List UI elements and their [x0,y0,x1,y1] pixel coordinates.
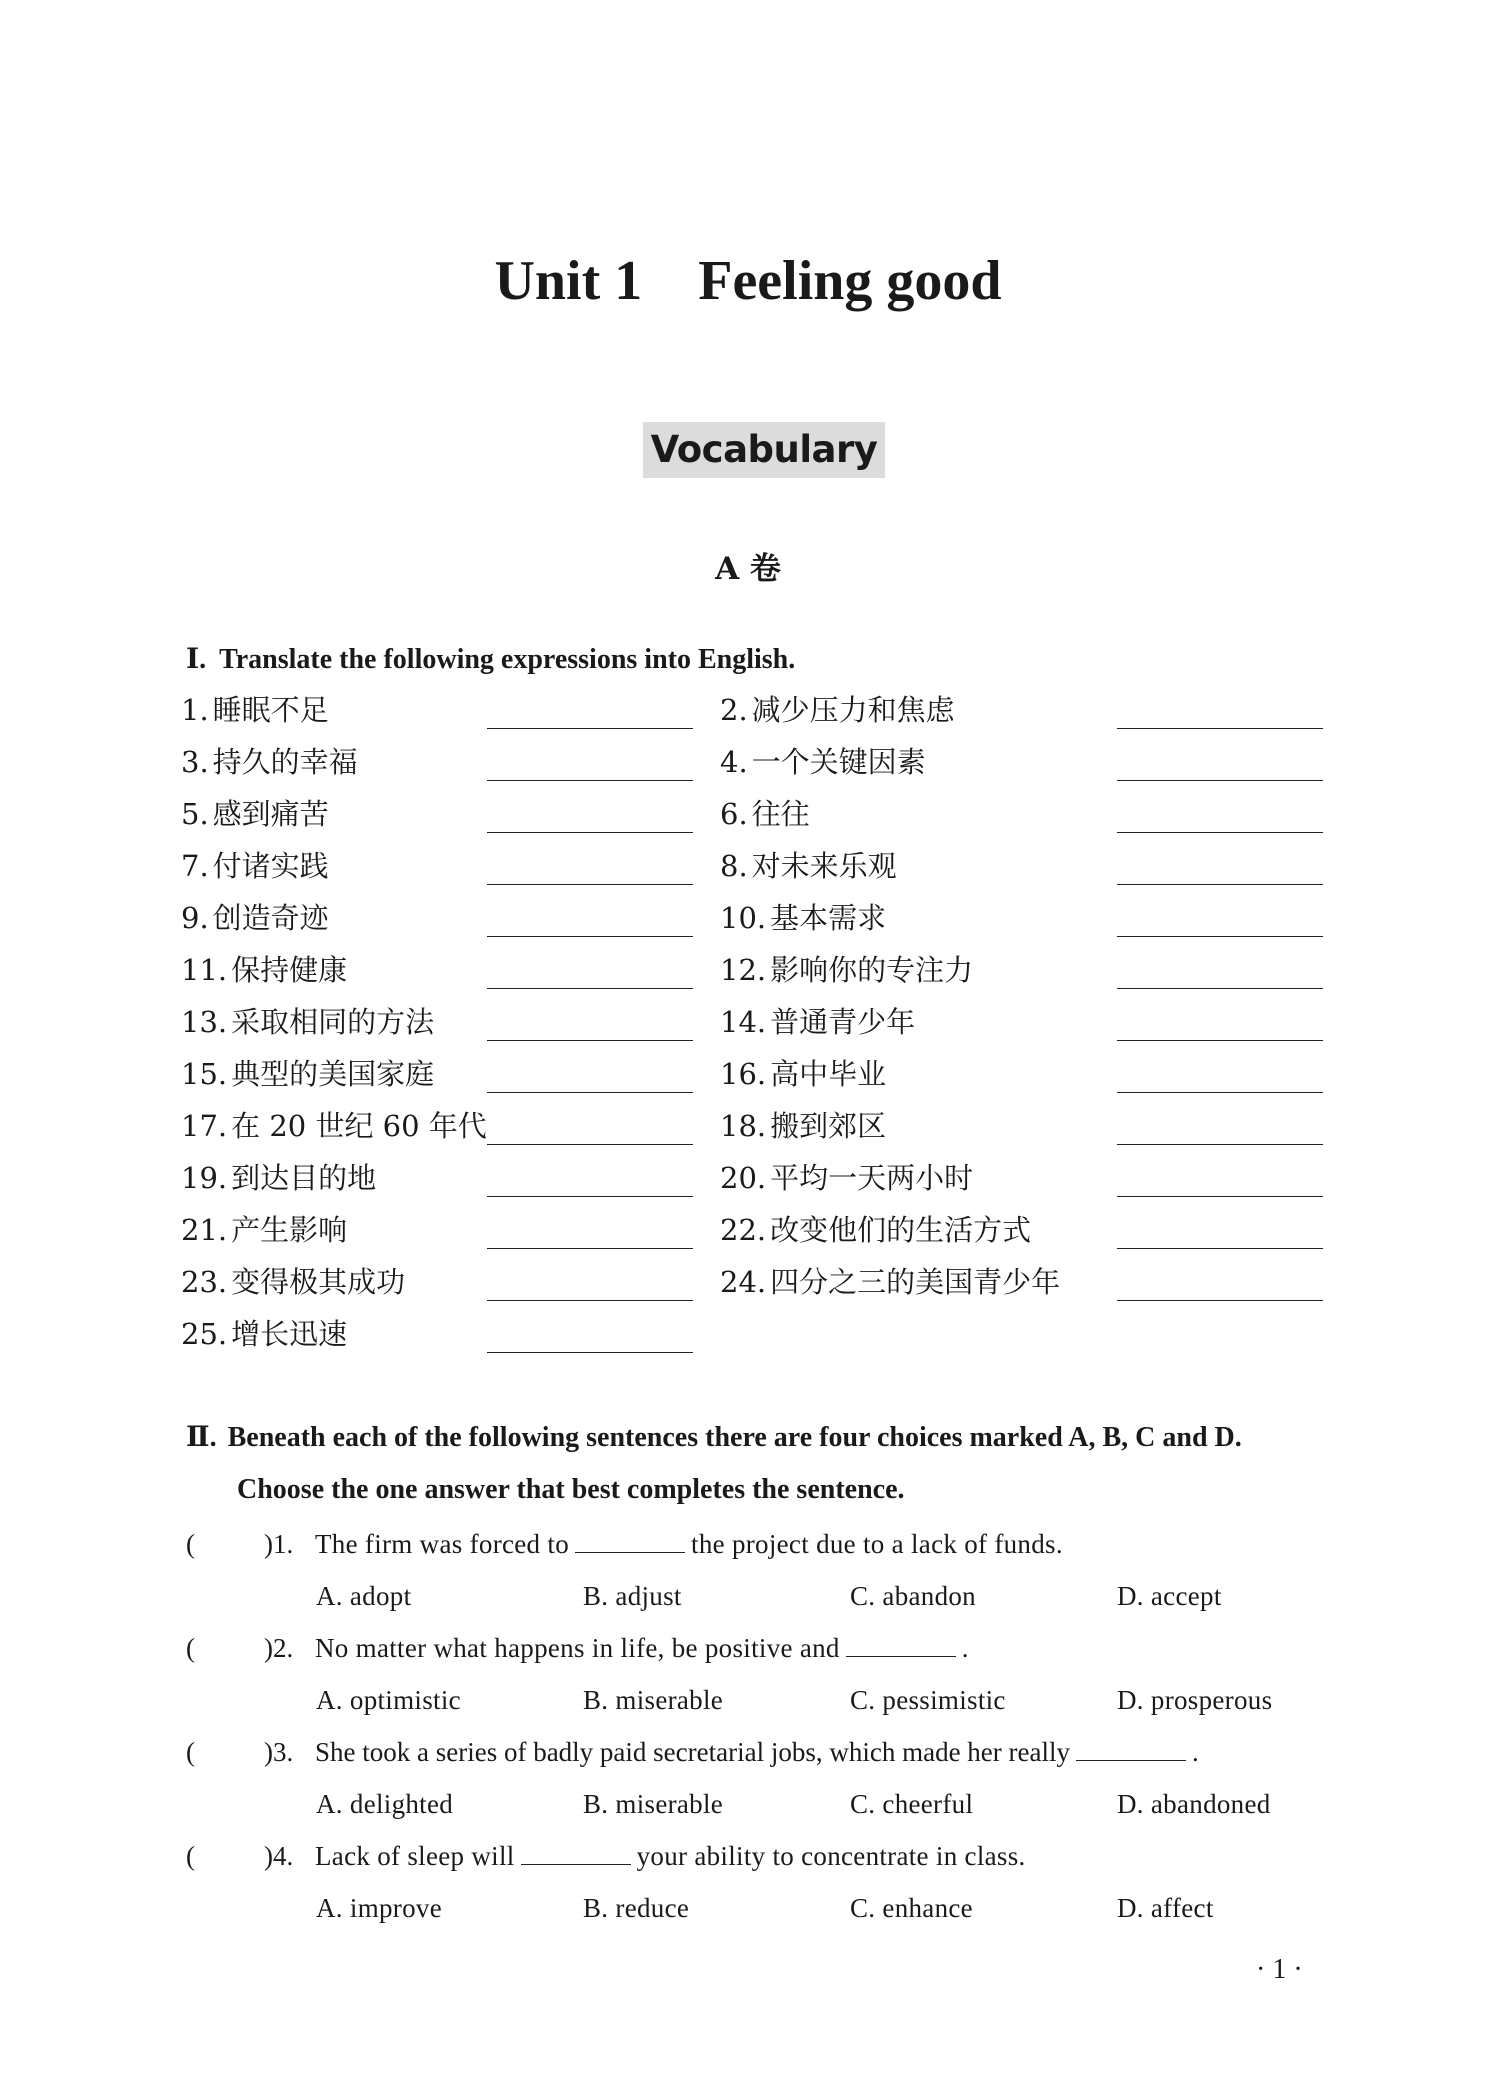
question-number: )3. [264,1737,294,1767]
translate-item: 14. 普通青少年 [720,1005,916,1039]
translate-item: 10. 基本需求 [720,901,887,935]
translate-item: 9. 创造奇迹 [181,901,329,935]
translate-row [0,896,1496,948]
answer-blank[interactable] [1117,1300,1323,1301]
translate-row [0,1052,1496,1104]
answer-bracket-open[interactable]: ( [186,1529,195,1559]
translate-item: 19. 到达目的地 [181,1161,377,1195]
option-c[interactable]: C. cheerful [850,1789,974,1819]
option-d[interactable]: D. abandoned [1117,1789,1271,1819]
part1-instruction-text: Translate the following expressions into English. [219,644,796,675]
option-a[interactable]: A. improve [316,1893,442,1923]
paper-label: A 卷 [715,551,781,587]
question-number: )2. [264,1633,294,1663]
translate-item: 24. 四分之三的美国青少年 [720,1265,1061,1299]
translate-item: 18. 搬到郊区 [720,1109,887,1143]
answer-blank[interactable] [1117,832,1323,833]
translate-item: 23. 变得极其成功 [181,1265,406,1299]
answer-blank[interactable] [487,884,693,885]
translate-row [0,844,1496,896]
option-a[interactable]: A. adopt [316,1581,412,1611]
answer-blank[interactable] [487,1300,693,1301]
answer-blank[interactable] [1117,884,1323,885]
translate-row [0,1260,1496,1312]
translate-item: 2. 减少压力和焦虑 [720,693,955,727]
part2-number: Ⅱ. [186,1422,217,1453]
answer-bracket-open[interactable]: ( [186,1737,195,1767]
translate-item: 8. 对未来乐观 [720,849,897,883]
translate-item: 16. 高中毕业 [720,1057,887,1091]
translate-item: 20. 平均一天两小时 [720,1161,974,1195]
answer-bracket-open[interactable]: ( [186,1633,195,1663]
answer-blank[interactable] [487,1092,693,1093]
translate-row [0,688,1496,740]
answer-blank[interactable] [1117,1040,1323,1041]
answer-blank[interactable] [846,1630,956,1657]
translate-row [0,1000,1496,1052]
translate-row [0,1104,1496,1156]
option-d[interactable]: D. prosperous [1117,1685,1273,1715]
option-row [0,1888,1496,1940]
part1-instruction [186,640,795,680]
answer-blank[interactable] [1117,1248,1323,1249]
answer-blank[interactable] [487,728,693,729]
option-b[interactable]: B. miserable [583,1789,724,1819]
section-badge: Vocabulary [643,422,885,478]
option-row [0,1576,1496,1628]
translate-item: 13. 采取相同的方法 [181,1005,435,1039]
question-stem: She took a series of badly paid secretarial jobs, which made her really . [315,1732,1199,1772]
unit-title: Unit 1 Feeling good [494,250,1002,312]
answer-blank[interactable] [575,1526,685,1553]
question-row [0,1524,1496,1576]
question-number: )4. [264,1841,294,1871]
translate-item: 21. 产生影响 [181,1213,348,1247]
translate-item: 5. 感到痛苦 [181,797,329,831]
answer-blank[interactable] [1076,1734,1186,1761]
answer-blank[interactable] [487,1196,693,1197]
answer-blank[interactable] [487,1352,693,1353]
question-row [0,1628,1496,1680]
translate-row [0,1156,1496,1208]
translate-item: 17. 在 20 世纪 60 年代 [181,1109,487,1143]
translate-row [0,1208,1496,1260]
answer-blank[interactable] [487,1144,693,1145]
question-number: )1. [264,1529,294,1559]
answer-blank[interactable] [487,936,693,937]
answer-blank[interactable] [487,832,693,833]
translate-item: 3. 持久的幸福 [181,745,358,779]
translate-item: 4. 一个关键因素 [720,745,926,779]
translate-row [0,740,1496,792]
question-row [0,1732,1496,1784]
question-stem: No matter what happens in life, be positive and . [315,1628,969,1668]
answer-blank[interactable] [487,1040,693,1041]
option-c[interactable]: C. abandon [850,1581,976,1611]
translate-item: 1. 睡眠不足 [181,693,329,727]
answer-blank[interactable] [1117,780,1323,781]
translate-item: 22. 改变他们的生活方式 [720,1213,1032,1247]
translate-item: 12. 影响你的专注力 [720,953,974,987]
part1-number: Ⅰ. [186,644,207,675]
option-c[interactable]: C. pessimistic [850,1685,1006,1715]
translate-item: 25. 增长迅速 [181,1317,348,1351]
answer-blank[interactable] [1117,1144,1323,1145]
translate-item: 11. 保持健康 [181,953,348,987]
option-d[interactable]: D. affect [1117,1893,1214,1923]
option-b[interactable]: B. reduce [583,1893,690,1923]
answer-blank[interactable] [487,988,693,989]
part2-instruction-line2: Choose the one answer that best completes the sentence. [237,1474,905,1505]
answer-blank[interactable] [1117,1196,1323,1197]
question-stem: The firm was forced to the project due to a lack of funds. [315,1524,1063,1564]
answer-blank[interactable] [1117,728,1323,729]
option-a[interactable]: A. delighted [316,1789,454,1819]
translate-item: 7. 付诸实践 [181,849,329,883]
page-number: · 1 · [1256,1954,1303,1985]
translate-item: 6. 往往 [720,797,810,831]
option-row [0,1784,1496,1836]
translate-item: 15. 典型的美国家庭 [181,1057,435,1091]
translate-row [0,1312,1496,1364]
part2-instruction-text: Beneath each of the following sentences there are four choices marked A, B, C and D. [227,1422,1242,1453]
answer-blank[interactable] [521,1838,631,1865]
option-b[interactable]: B. adjust [583,1581,682,1611]
option-c[interactable]: C. enhance [850,1893,973,1923]
answer-bracket-open[interactable]: ( [186,1841,195,1871]
question-row [0,1836,1496,1888]
translate-row [0,792,1496,844]
answer-blank[interactable] [1117,988,1323,989]
answer-blank[interactable] [1117,1092,1323,1093]
option-d[interactable]: D. accept [1117,1581,1222,1611]
option-a[interactable]: A. optimistic [316,1685,461,1715]
answer-blank[interactable] [487,1248,693,1249]
part2-instruction-line1 [186,1418,1242,1458]
answer-blank[interactable] [1117,936,1323,937]
option-row [0,1680,1496,1732]
option-b[interactable]: B. miserable [583,1685,724,1715]
question-stem: Lack of sleep will your ability to concentrate in class. [315,1836,1026,1876]
translate-row [0,948,1496,1000]
answer-blank[interactable] [487,780,693,781]
